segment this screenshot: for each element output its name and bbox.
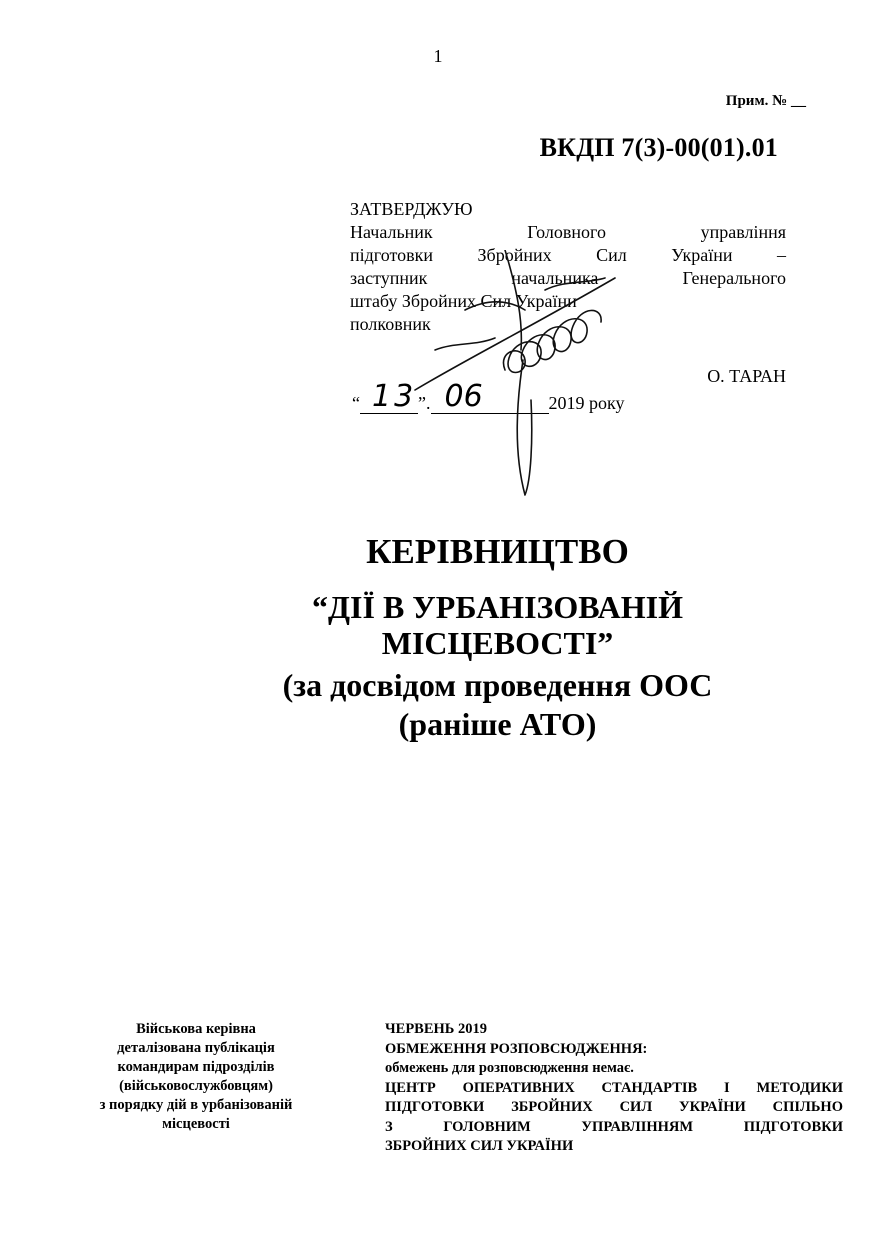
approval-line: заступник начальника Генерального bbox=[350, 268, 786, 288]
handwritten-signature bbox=[405, 250, 625, 505]
organization-line: ПІДГОТОВКИ ЗБРОЙНИХ СИЛ УКРАЇНИ СПІЛЬНО bbox=[385, 1099, 843, 1115]
copy-number: Прим. № __ bbox=[725, 93, 806, 109]
date-open-quote: “ bbox=[352, 393, 360, 413]
restriction-value: обмежень для розповсюдження немає. bbox=[385, 1060, 634, 1076]
publication-info bbox=[385, 1020, 843, 1157]
description-line: з порядку дій в урбанізованій bbox=[99, 1097, 293, 1113]
title-line-3: (за досвідом проведення ООС bbox=[282, 667, 713, 703]
document-code: ВКДП 7(3)-00(01).01 bbox=[539, 133, 778, 162]
title-line-1: “ДІЇ В УРБАНІЗОВАНІЙ bbox=[312, 589, 683, 625]
title-main: КЕРІВНИЦТВО bbox=[366, 532, 629, 571]
approval-line: підготовки Збройних Сил України – bbox=[350, 245, 786, 265]
description-line: місцевості bbox=[162, 1116, 230, 1132]
organization-line: ЗБРОЙНИХ СИЛ УКРАЇНИ bbox=[385, 1138, 574, 1154]
date-close-quote: ”. bbox=[418, 393, 431, 413]
approval-heading: ЗАТВЕРДЖУЮ bbox=[350, 199, 473, 219]
approval-line: полковник bbox=[350, 314, 431, 334]
date-year-prefix: 201 bbox=[548, 393, 576, 413]
title-line-2: МІСЦЕВОСТІ” bbox=[381, 625, 614, 661]
approval-signatory: О. ТАРАН bbox=[707, 366, 786, 386]
date-day: 13 bbox=[372, 379, 417, 414]
description-line: командирам підрозділів bbox=[117, 1059, 275, 1075]
description-line: Військова керівна bbox=[136, 1021, 256, 1037]
description-line: деталізована публікація bbox=[117, 1040, 275, 1056]
page-number: 1 bbox=[433, 46, 443, 66]
description-line: (військовослужбовцям) bbox=[119, 1078, 273, 1094]
approval-line: Начальник Головного управління bbox=[350, 222, 786, 242]
restriction-heading: ОБМЕЖЕННЯ РОЗПОВСЮДЖЕННЯ: bbox=[385, 1040, 648, 1057]
approval-line: штабу Збройних Сил України bbox=[350, 291, 577, 311]
date-year-suffix: 9 року bbox=[575, 393, 625, 413]
date-month: 06 bbox=[444, 379, 483, 414]
publication-description bbox=[70, 1020, 322, 1134]
organization-line: З ГОЛОВНИМ УПРАВЛІННЯМ ПІДГОТОВКИ bbox=[385, 1118, 843, 1135]
publication-date: ЧЕРВЕНЬ 2019 bbox=[385, 1021, 488, 1037]
title-line-4: (раніше АТО) bbox=[398, 706, 597, 742]
organization-line: ЦЕНТР ОПЕРАТИВНИХ СТАНДАРТІВ І МЕТОДИКИ bbox=[385, 1079, 843, 1096]
